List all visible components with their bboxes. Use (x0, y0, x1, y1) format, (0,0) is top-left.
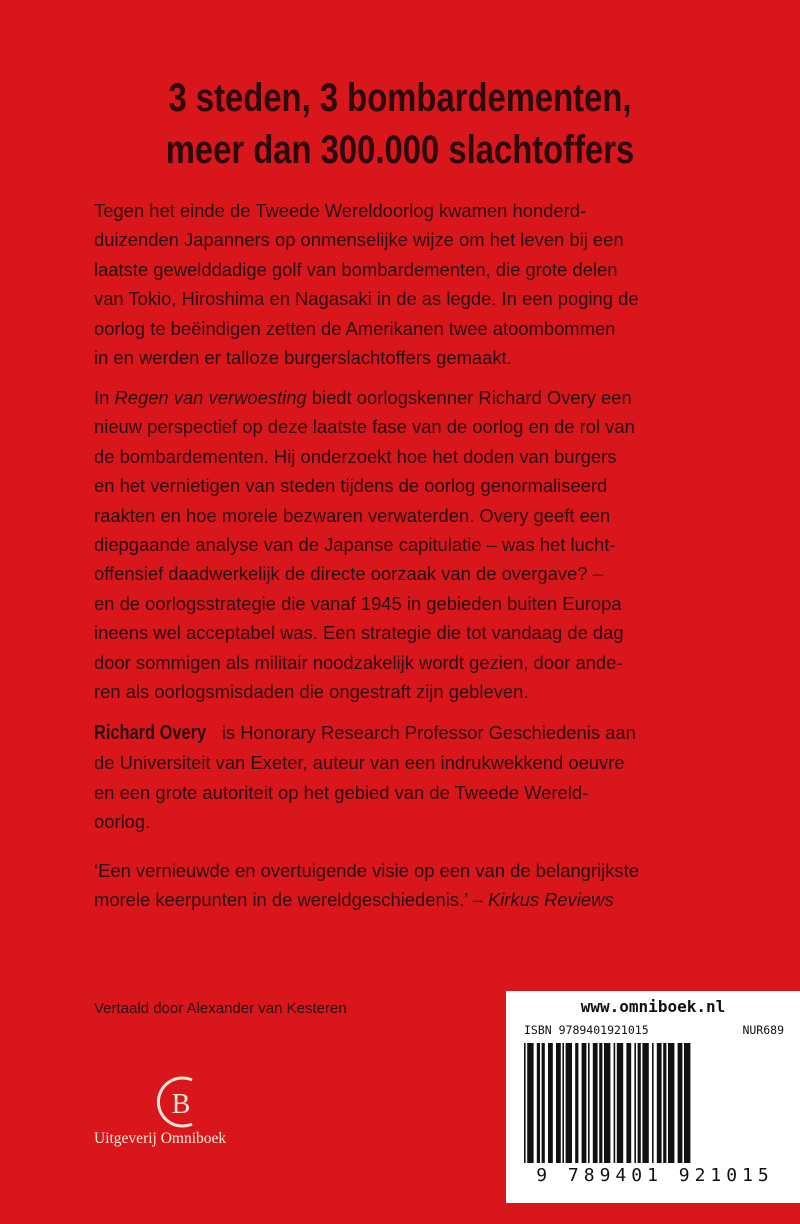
headline (72, 72, 728, 176)
paragraph-line: oorlog te beëindigen zetten de Amerikanen twee atoombommen (94, 317, 616, 339)
book-title: Regen van verwoesting (114, 387, 307, 408)
publisher-name: Uitgeverij Omniboek (94, 1130, 227, 1147)
paragraph-line: door sommigen als militair noodzakelijk wordt gezien, door ande- (94, 651, 623, 673)
paragraph-line: de Universiteit van Exeter, auteur van een indrukwekkend oeuvre (94, 752, 625, 774)
paragraph-line: ineens wel acceptabel was. Een strategie die tot vandaag de dag (94, 622, 624, 644)
review-quote (94, 856, 724, 915)
bio-suffix: is Honorary Research Professor Geschiedenis aan (216, 722, 636, 743)
paragraph-line: Tegen het einde de Tweede Wereldoorlog kwamen honderd- (94, 200, 587, 221)
paragraph-line (94, 718, 724, 748)
paragraph-suffix: biedt oorlogskenner Richard Overy een (306, 387, 632, 408)
paragraph-line (94, 383, 724, 412)
quote-line: ‘Een vernieuwde en overtuigende visie op een van de belangrijkste (94, 860, 639, 881)
paragraph-line: oorlog. (94, 811, 151, 833)
author-name: Richard Overy (94, 722, 207, 744)
paragraph-line: laatste gewelddadige golf van bombardementen, die grote delen (94, 258, 618, 280)
quote-line (94, 885, 724, 914)
logo-letter: B (171, 1089, 191, 1120)
publisher-url: www.omniboek.nl (580, 997, 726, 1016)
paragraph-line: duizenden Japanners op onmenselijke wijze om het leven bij een (94, 229, 624, 251)
paragraph-prefix: In (94, 387, 115, 408)
barcode-panel (506, 991, 800, 1203)
paragraph-line: ren als oorlogsmisdaden die ongestraft zijn gebleven. (94, 681, 529, 703)
paragraph-line: diepgaande analyse van de Japanse capitulatie – was het lucht- (94, 534, 616, 556)
paragraph-line: in en werden er talloze burgerslachtoffers gemaakt. (94, 347, 512, 369)
publisher-logo (94, 1070, 284, 1160)
summary-paragraph (94, 383, 724, 706)
omniboek-logo-icon (148, 1070, 208, 1134)
author-bio (94, 718, 724, 837)
isbn-label: ISBN 9789401921015 (524, 1023, 649, 1037)
nur-label: NUR689 (742, 1023, 784, 1037)
translator-credit: Vertaald door Alexander van Kesteren (94, 1000, 347, 1017)
paragraph-line: en een grote autoriteit op het gebied van de Tweede Wereld- (94, 781, 589, 803)
paragraph-line: en het vernietigen van steden tijdens de oorlog genormaliseerd (94, 475, 608, 497)
barcode-icon (520, 1043, 790, 1163)
paragraph-line: raakten en hoe morele bezwaren verwaterden. Overy geeft een (94, 504, 611, 526)
headline-line-1: 3 steden, 3 bombardementen, (168, 76, 632, 120)
paragraph-line: van Tokio, Hiroshima en Nagasaki in de as legde. In een poging de (94, 288, 639, 310)
intro-paragraph (94, 196, 724, 372)
quote-source: Kirkus Reviews (487, 889, 614, 911)
paragraph-line: de bombardementen. Hij onderzoekt hoe het doden van burgers (94, 445, 617, 467)
paragraph-line: offensief daadwerkelijk de directe oorzaak van de overgave? – (94, 563, 603, 585)
headline-line-2: meer dan 300.000 slachtoffers (165, 128, 635, 172)
paragraph-line: nieuw perspectief op deze laatste fase van de oorlog en de rol van (94, 416, 635, 438)
quote-text: morele keerpunten in de wereldgeschiedenis.’ – (94, 889, 488, 911)
paragraph-line: en de oorlogsstrategie die vanaf 1945 in gebieden buiten Europa (94, 592, 622, 614)
barcode-digits: 9 789401 921015 (536, 1165, 774, 1186)
